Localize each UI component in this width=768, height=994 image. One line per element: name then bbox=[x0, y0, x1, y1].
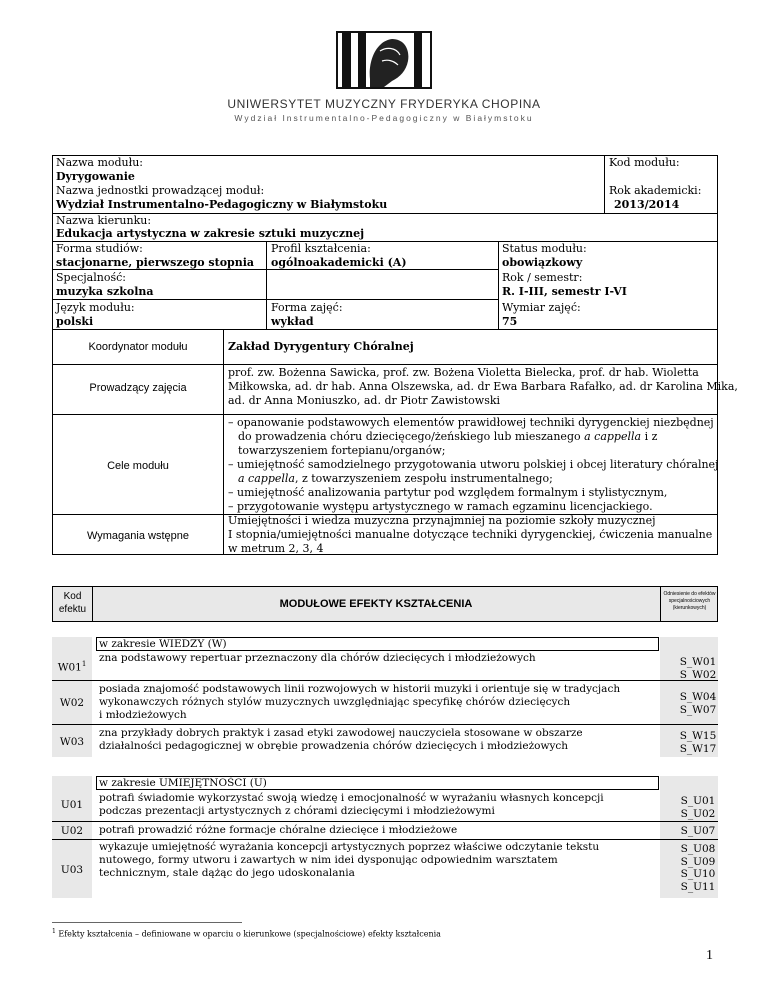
university-name: UNIWERSYTET MUZYCZNY FRYDERYKA CHOPINA bbox=[227, 97, 541, 111]
year-semester: R. I-III, semestr I-VI bbox=[502, 285, 627, 298]
study-form-label: Forma studiów: bbox=[56, 242, 143, 255]
language-label: Język modułu: bbox=[56, 301, 135, 314]
knowledge-header: w zakresie WIEDZY (W) bbox=[99, 638, 227, 650]
effects-title: MODUŁOWE EFEKTY KSZTAŁCENIA bbox=[279, 598, 473, 610]
effect-refs-u03: S_U08 S_U09 S_U10 S_U11 bbox=[680, 843, 716, 893]
effect-refs-w02: S_W04 S_W07 bbox=[679, 691, 717, 716]
effect-text-u01: potrafi świadomie wykorzystać swoją wiedzę i emocjonalność w wyrażaniu własnych koncepcji podczas prezentacji artystycznych z chórami dziecięcymi i młodzieżowymi bbox=[99, 792, 604, 817]
effect-refs-w03: S_W15 S_W17 bbox=[679, 730, 717, 755]
class-form: wykład bbox=[271, 315, 314, 328]
module-name: Dyrygowanie bbox=[56, 170, 135, 183]
footnote: $^1$ Efekty kształcenia – definiowane w oparciu o kierunkowe (specjalnościowe) efekty kształcenia bbox=[52, 928, 441, 939]
coordinator-label: Koordynator modułu bbox=[88, 341, 188, 353]
effect-text-u03: wykazuje umiejętność wyrażania koncepcji artystycznych poprzez właściwe odczytanie tekstu nutowego, formy utworu i zawartych w nim idei dysponując odpowiednim warsztatem technicznym, stale dążąc do jego udoskonalania bbox=[99, 841, 600, 879]
unit-label: Nazwa jednostki prowadzącej moduł: bbox=[56, 184, 265, 197]
code-header: Kod efektu bbox=[58, 591, 87, 615]
university-logo bbox=[336, 31, 432, 89]
effect-text-u02: potrafi prowadzić różne formacje chóralne dziecięce i młodzieżowe bbox=[99, 824, 458, 836]
effect-text-w02: posiada znajomość podstawowych linii rozwojowych w historii muzyki i orientuje się w tradycjach wykonawczych różnych stylów muzycznych uwzględniając specyfikę chórów dziecięcych i młodzieżowych bbox=[99, 683, 621, 721]
specialty-label: Specjalność: bbox=[56, 271, 126, 284]
hours: 75 bbox=[502, 315, 518, 328]
instructors: prof. zw. Bożenna Sawicka, prof. zw. Bożena Violetta Bielecka, prof. dr hab. Wioletta Miłkowska, ad. dr hab. Anna Olszewska, ad. dr Ewa Barbara Rafałko, ad. dr Karolina Mika, ad. dr Anna Moniuszko, ad. dr Piotr Zawistowski bbox=[228, 366, 738, 407]
footnote-divider bbox=[52, 922, 242, 923]
department-name: Wydział Instrumentalno-Pedagogiczny w Białymstoku bbox=[234, 113, 534, 123]
effect-code-u03: U03 bbox=[60, 864, 84, 876]
specialty: muzyka szkolna bbox=[56, 285, 154, 298]
field-label: Nazwa kierunku: bbox=[56, 214, 152, 227]
academic-year-label: Rok akademicki: bbox=[609, 184, 702, 197]
profile-label: Profil kształcenia: bbox=[271, 242, 371, 255]
unit-name: Wydział Instrumentalno-Pedagogiczny w Białymstoku bbox=[56, 198, 388, 211]
language: polski bbox=[56, 315, 94, 328]
effect-code-w02: W02 bbox=[59, 697, 85, 709]
instructors-label: Prowadzący zajęcia bbox=[89, 382, 187, 394]
module-name-label: Nazwa modułu: bbox=[56, 156, 143, 169]
status-label: Status modułu: bbox=[502, 242, 587, 255]
field-name: Edukacja artystyczna w zakresie sztuki muzycznej bbox=[56, 227, 365, 240]
academic-year: 2013/2014 bbox=[614, 198, 680, 211]
module-info-table bbox=[52, 155, 718, 330]
page-number: 1 bbox=[706, 948, 713, 963]
profile: ogólnoakademicki (A) bbox=[271, 256, 407, 269]
effect-refs-u02: S_U07 bbox=[680, 825, 716, 837]
study-form: stacjonarne, pierwszego stopnia bbox=[56, 256, 255, 269]
effect-refs-u01: S_U01 S_U02 bbox=[680, 795, 716, 820]
year-semester-label: Rok / semestr: bbox=[502, 271, 583, 284]
module-code-label: Kod modułu: bbox=[609, 156, 680, 169]
effect-code-u02: U02 bbox=[60, 825, 84, 837]
status: obowiązkowy bbox=[502, 256, 583, 269]
effect-text-w03: zna przykłady dobrych praktyk i zasad etyki zawodowej nauczyciela stosowane w obszarze działalności pedagogicznej w obrębie prowadzenia chórów dziecięcych i młodzieżowych bbox=[99, 727, 583, 752]
goals-label: Cele modułu bbox=[107, 460, 169, 472]
effect-code-w03: W03 bbox=[59, 736, 85, 748]
effect-text-w01: zna podstawowy repertuar przeznaczony dla chórów dziecięcych i młodzieżowych bbox=[99, 652, 536, 664]
requirements-label: Wymagania wstępne bbox=[86, 530, 189, 542]
effect-refs-w01: S_W01 S_W02 bbox=[679, 656, 717, 681]
effect-code-w01: $W01^1$ bbox=[57, 660, 87, 674]
skills-header: w zakresie UMIEJĘTNOŚCI (U) bbox=[99, 777, 267, 789]
goals: – opanowanie podstawowych elementów prawidłowej techniki dyrygenckiej niezbędnej do prowadzenia chóru dziecięcego/żeńskiego lub mieszanego a cappella i z towarzyszeniem fortepianu/organów; – umiejętność samodzielnego przygotowania utworu polskiej i obcej literatury chóralnej a cappella, z towarzyszeniem zespołu instrumentalnego; – umiejętność analizowania partytur pod względem formalnym i stylistycznym, – przygotowanie występu artystycznego w ramach egzaminu licencjackiego. bbox=[228, 416, 719, 513]
class-form-label: Forma zajęć: bbox=[271, 301, 343, 314]
reference-header: Odniesienie do efektów specjalnościowych (kierunkowych) bbox=[663, 591, 716, 611]
effect-code-u01: U01 bbox=[60, 799, 84, 811]
coordinator: Zakład Dyrygentury Chóralnej bbox=[228, 340, 414, 353]
hours-label: Wymiar zajęć: bbox=[502, 301, 581, 314]
requirements: Umiejętności i wiedza muzyczna przynajmniej na poziomie szkoły muzycznej I stopnia/umiejętności manualne dotyczące techniki dyrygenckiej, ćwiczenia manualne w metrum 2, 3, 4 bbox=[228, 514, 713, 555]
